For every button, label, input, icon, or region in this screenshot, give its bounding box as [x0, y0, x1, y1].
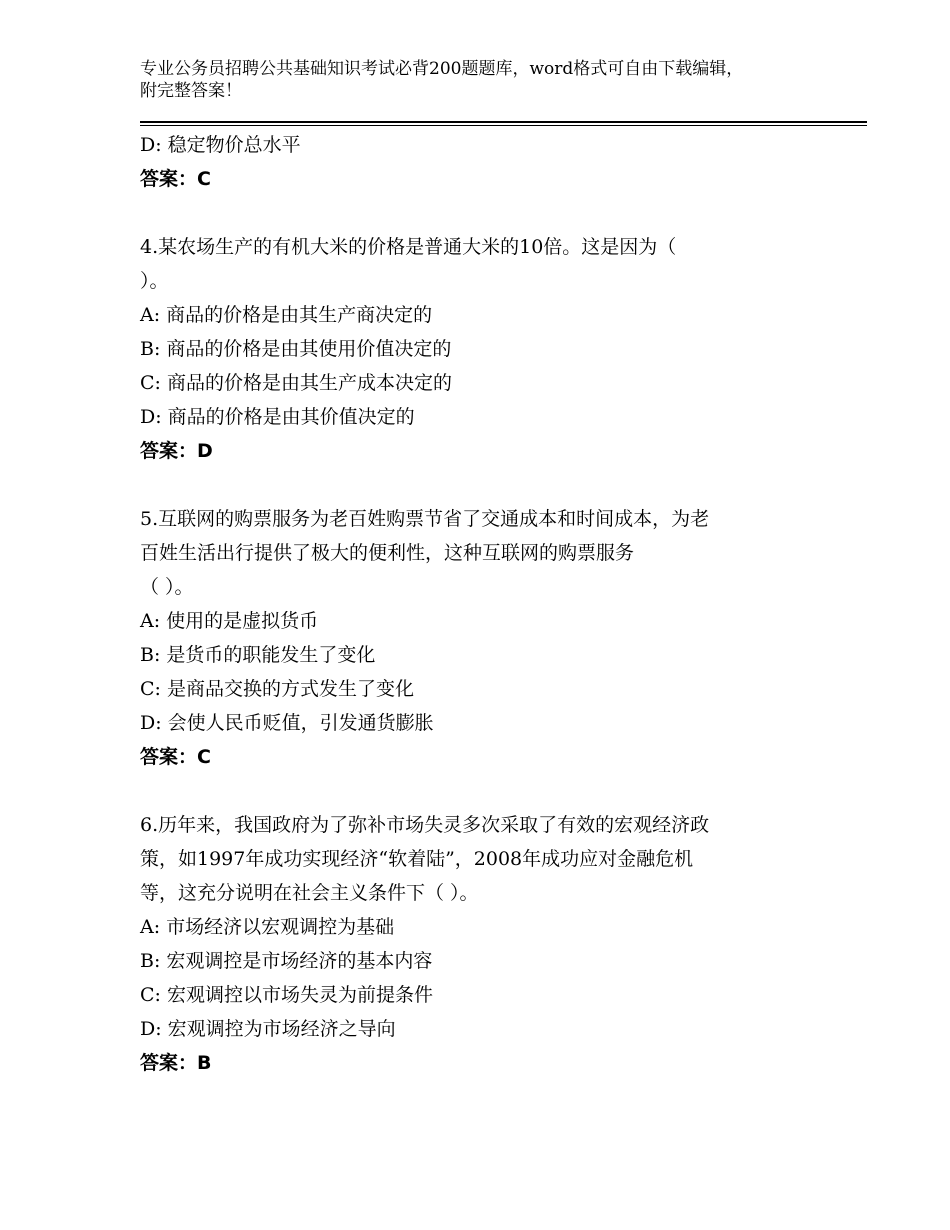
spacer: [140, 468, 800, 502]
document-body: [140, 128, 800, 1080]
q4-option-c: C: 商品的价格是由其生产成本决定的: [140, 372, 452, 394]
q4-text-line-2: ）。: [140, 270, 169, 292]
q5-option-a: A: 使用的是虚拟货币: [140, 610, 319, 632]
q5-option-c: C: 是商品交换的方式发生了变化: [140, 678, 414, 700]
q6-option-b: B: 宏观调控是市场经济的基本内容: [140, 950, 433, 972]
q5-answer: 答案：C: [140, 746, 211, 768]
spacer: [140, 196, 800, 230]
header-rule-thick: [140, 121, 867, 123]
q6-option-c: C: 宏观调控以市场失灵为前提条件: [140, 984, 433, 1006]
q6-answer: 答案：B: [140, 1052, 212, 1074]
q6-text-line-2: 策，如1997年成功实现经济“软着陆”，2008年成功应对金融危机: [140, 848, 694, 870]
spacer: [140, 774, 800, 808]
q5-text-line-1: 5.互联网的购票服务为老百姓购票节省了交通成本和时间成本，为老: [140, 508, 710, 530]
q6-text-line-1: 6.历年来，我国政府为了弥补市场失灵多次采取了有效的宏观经济政: [140, 814, 710, 836]
q5-text-line-2: 百姓生活出行提供了极大的便利性，这种互联网的购票服务: [140, 542, 635, 564]
q5-option-d: D: 会使人民币贬值，引发通货膨胀: [140, 712, 434, 734]
header-line-2: 附完整答案！: [140, 81, 242, 101]
header-rule-thin: [140, 125, 867, 126]
q4-option-a: A: 商品的价格是由其生产商决定的: [140, 304, 433, 326]
q6-text-line-3: 等，这充分说明在社会主义条件下（ ）。: [140, 882, 479, 904]
q5-text-line-3: （ ）。: [140, 576, 194, 598]
q4-option-d: D: 商品的价格是由其价值决定的: [140, 406, 415, 428]
q6-option-d: D: 宏观调控为市场经济之导向: [140, 1018, 396, 1040]
q6-option-a: A: 市场经济以宏观调控为基础: [140, 916, 395, 938]
q5-option-b: B: 是货币的职能发生了变化: [140, 644, 376, 666]
document-header: [140, 58, 840, 102]
q4-answer: 答案：D: [140, 440, 213, 462]
header-line-1: 专业公务员招聘公共基础知识考试必背200题题库，word格式可自由下载编辑，: [140, 59, 744, 79]
q3-option-d: D: 稳定物价总水平: [140, 134, 301, 156]
q4-text-line-1: 4.某农场生产的有机大米的价格是普通大米的10倍。这是因为（: [140, 236, 677, 258]
q3-answer: 答案：C: [140, 168, 211, 190]
q4-option-b: B: 商品的价格是由其使用价值决定的: [140, 338, 452, 360]
